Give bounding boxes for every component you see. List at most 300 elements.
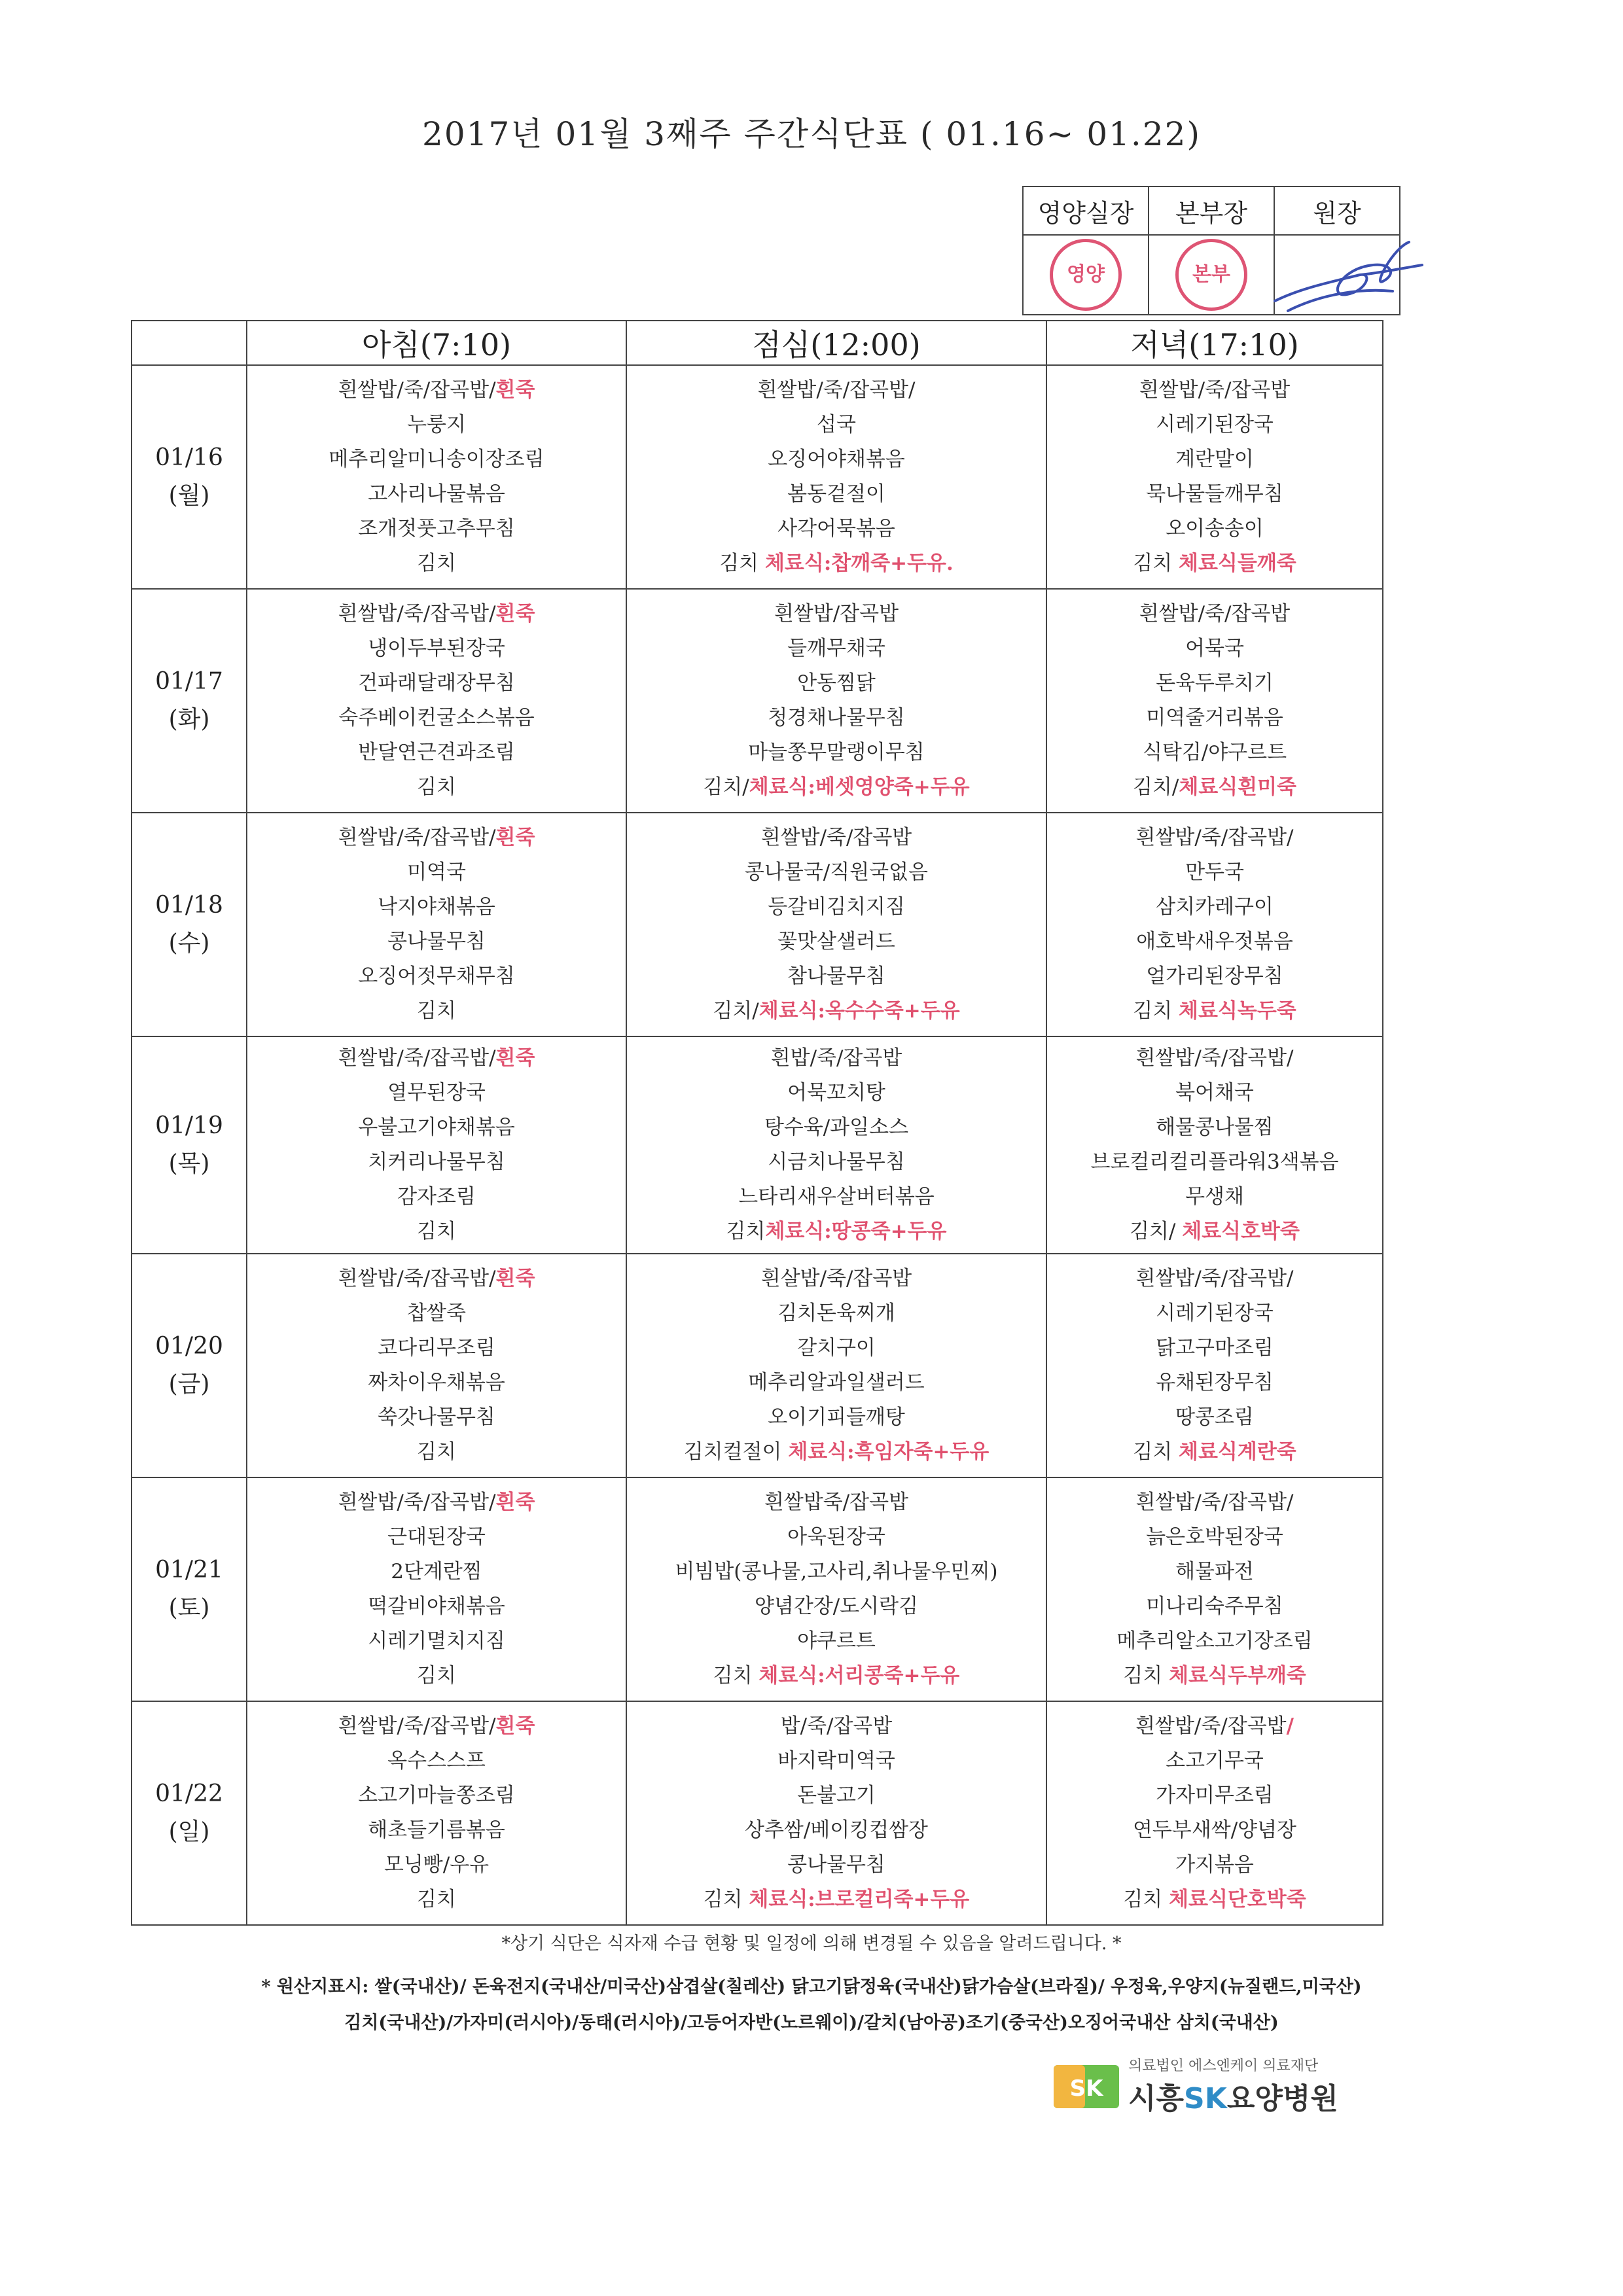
menu-item bbox=[1047, 770, 1382, 805]
day-date-cell bbox=[132, 1254, 247, 1477]
menu-item bbox=[1047, 442, 1382, 477]
menu-item-text: 김치 bbox=[417, 999, 456, 1023]
menu-item bbox=[1047, 1041, 1382, 1076]
logo-mark-text: SK bbox=[1069, 2075, 1103, 2102]
menu-item-text: 꽃맛살샐러드 bbox=[777, 930, 895, 953]
dinner-cell bbox=[1046, 1036, 1383, 1254]
menu-item bbox=[247, 1813, 626, 1848]
menu-item bbox=[627, 666, 1046, 701]
menu-item bbox=[247, 1366, 626, 1400]
day-date: 01/17 bbox=[155, 668, 223, 695]
therapeutic-diet-note: 체료식:땅콩죽+두유 bbox=[765, 1220, 947, 1243]
approval-header-director: 본부장 bbox=[1149, 186, 1274, 235]
menu-item-text: 섭국 bbox=[817, 413, 856, 436]
menu-item bbox=[627, 1813, 1046, 1848]
menu-item bbox=[247, 1435, 626, 1470]
logo-name-brand: SK bbox=[1184, 2082, 1227, 2115]
menu-item-text: 사각어묵볶음 bbox=[777, 517, 895, 540]
day-date-cell bbox=[132, 589, 247, 813]
menu-item bbox=[627, 1778, 1046, 1813]
therapeutic-diet-note: 흰죽 bbox=[495, 1714, 535, 1738]
menu-item bbox=[1047, 1555, 1382, 1589]
menu-item-text: 모닝빵/우유 bbox=[383, 1853, 490, 1877]
menu-item bbox=[1047, 546, 1382, 581]
menu-item bbox=[627, 701, 1046, 735]
menu-item-text: 비빔밥(콩나물,고사리,취나물우민찌) bbox=[675, 1560, 998, 1583]
menu-item-text: 숙주베이컨굴소스볶음 bbox=[338, 706, 535, 730]
menu-item-text: 누룽지 bbox=[407, 413, 466, 436]
menu-item-text: 흰쌀밥/죽/잡곡밥/ bbox=[338, 1491, 496, 1514]
menu-item bbox=[1047, 512, 1382, 546]
menu-item-text: 김치/ bbox=[1130, 1220, 1183, 1243]
therapeutic-diet-note: 흰죽 bbox=[495, 378, 535, 402]
menu-item bbox=[627, 1214, 1046, 1249]
breakfast-cell bbox=[247, 1036, 626, 1254]
menu-item bbox=[1047, 1744, 1382, 1778]
dinner-cell bbox=[1046, 1701, 1383, 1925]
menu-item-text: 반달연근견과조림 bbox=[358, 741, 515, 764]
day-row bbox=[132, 1254, 1383, 1477]
menu-item bbox=[1047, 890, 1382, 925]
menu-item bbox=[247, 1882, 626, 1917]
menu-item bbox=[1047, 1400, 1382, 1435]
menu-item bbox=[1047, 1520, 1382, 1555]
dinner-cell bbox=[1046, 1254, 1383, 1477]
menu-item bbox=[1047, 1778, 1382, 1813]
menu-item-text: 김치 bbox=[417, 1888, 456, 1911]
therapeutic-diet-note: 체료식흰미죽 bbox=[1179, 775, 1297, 799]
approval-header-nutrition: 영양실장 bbox=[1023, 186, 1149, 235]
menu-item-text: 찹쌀죽 bbox=[407, 1301, 466, 1325]
menu-item-text: 김치 bbox=[417, 1220, 456, 1243]
menu-item-text: 북어채국 bbox=[1175, 1081, 1254, 1104]
menu-item-text: 만두국 bbox=[1185, 860, 1244, 884]
menu-item bbox=[627, 597, 1046, 631]
day-date: 01/21 bbox=[155, 1557, 223, 1583]
menu-item-text: 해물콩나물찜 bbox=[1156, 1116, 1274, 1139]
lunch-cell bbox=[626, 589, 1046, 813]
breakfast-cell bbox=[247, 1701, 626, 1925]
menu-item-text: 식탁김/야구르트 bbox=[1142, 741, 1287, 764]
menu-item bbox=[247, 925, 626, 959]
therapeutic-diet-note: 체료식:베셋영양죽+두유 bbox=[749, 775, 970, 799]
day-row bbox=[132, 365, 1383, 589]
menu-item bbox=[627, 1659, 1046, 1693]
menu-item bbox=[627, 1744, 1046, 1778]
lunch-cell bbox=[626, 1036, 1046, 1254]
menu-item bbox=[627, 1485, 1046, 1520]
menu-item-text: 소고기마늘쫑조림 bbox=[358, 1784, 515, 1807]
menu-item-text: 연두부새싹/양념장 bbox=[1132, 1818, 1296, 1842]
dinner-cell bbox=[1046, 365, 1383, 589]
menu-item bbox=[1047, 994, 1382, 1029]
lunch-cell bbox=[626, 1477, 1046, 1701]
day-weekday: (토) bbox=[168, 1595, 210, 1621]
menu-item-text: 김치 bbox=[703, 1888, 749, 1911]
menu-item bbox=[247, 373, 626, 408]
day-row bbox=[132, 1701, 1383, 1925]
therapeutic-diet-note: 흰죽 bbox=[495, 826, 535, 849]
menu-item-text: 오징어야채볶음 bbox=[768, 448, 905, 471]
menu-item-text: 흰쌀밥/죽/잡곡밥 bbox=[760, 826, 912, 849]
menu-item-text: 닭고구마조림 bbox=[1156, 1336, 1274, 1360]
menu-item-text: 떡갈비야채볶음 bbox=[368, 1595, 505, 1618]
menu-item bbox=[247, 821, 626, 855]
menu-item-text: 들깨무채국 bbox=[787, 637, 885, 660]
menu-item-text: 김치 bbox=[1123, 1664, 1169, 1687]
menu-item-text: 고사리나물볶음 bbox=[368, 482, 505, 506]
menu-item bbox=[627, 1331, 1046, 1366]
logo-name bbox=[1128, 2075, 1338, 2117]
menu-item-text: 참나물무침 bbox=[787, 964, 885, 988]
menu-item-text: 양념간장/도시락김 bbox=[754, 1595, 918, 1618]
lunch-cell bbox=[626, 1254, 1046, 1477]
menu-item-text: 유채된장무침 bbox=[1156, 1371, 1274, 1394]
menu-item-text: 짜차이우채볶음 bbox=[368, 1371, 505, 1394]
menu-item-text: 브로컬리컬리플라워3색볶음 bbox=[1090, 1150, 1339, 1174]
menu-item bbox=[1047, 1145, 1382, 1180]
menu-item bbox=[627, 1589, 1046, 1624]
menu-item-text: 흰살밥/죽/잡곡밥 bbox=[760, 1267, 912, 1290]
day-row bbox=[132, 813, 1383, 1036]
menu-item-text: 김치 bbox=[417, 1440, 456, 1464]
header-blank bbox=[132, 321, 247, 365]
menu-item bbox=[247, 631, 626, 666]
menu-item bbox=[247, 1520, 626, 1555]
lunch-cell bbox=[626, 365, 1046, 589]
menu-item-text: 김치 bbox=[1133, 999, 1179, 1023]
menu-item-text: 옥수스스프 bbox=[387, 1749, 486, 1773]
dinner-cell bbox=[1046, 589, 1383, 813]
menu-item bbox=[247, 1624, 626, 1659]
menu-item bbox=[1047, 408, 1382, 442]
day-date: 01/18 bbox=[155, 892, 223, 919]
menu-item-text: 흰밥/죽/잡곡밥 bbox=[770, 1046, 902, 1070]
menu-item bbox=[1047, 1296, 1382, 1331]
menu-item bbox=[627, 1110, 1046, 1145]
menu-item bbox=[627, 1296, 1046, 1331]
menu-item bbox=[247, 1331, 626, 1366]
menu-item-text: 애호박새우젓볶음 bbox=[1136, 930, 1293, 953]
weekly-menu-table bbox=[131, 320, 1383, 1926]
therapeutic-diet-note: 체료식단호박죽 bbox=[1169, 1888, 1306, 1911]
menu-item-text: 돈육두루치기 bbox=[1156, 671, 1274, 695]
menu-item-text: 감자조림 bbox=[397, 1185, 476, 1209]
menu-item-text: 김치/ bbox=[703, 775, 749, 799]
logo-name-prefix: 시흥 bbox=[1128, 2082, 1185, 2115]
menu-item-text: 갈치구이 bbox=[797, 1336, 876, 1360]
menu-item-text: 느타리새우살버터볶음 bbox=[738, 1185, 935, 1209]
menu-item-text: 미역국 bbox=[407, 860, 466, 884]
menu-item bbox=[247, 1400, 626, 1435]
menu-item-text: 오이기피들깨탕 bbox=[768, 1405, 905, 1429]
dinner-cell bbox=[1046, 1477, 1383, 1701]
menu-item-text: 묵나물들깨무침 bbox=[1146, 482, 1283, 506]
menu-item-text: 어묵꼬치탕 bbox=[787, 1081, 885, 1104]
menu-item bbox=[627, 1624, 1046, 1659]
menu-item bbox=[247, 512, 626, 546]
menu-item bbox=[1047, 477, 1382, 512]
menu-item-text: 탕수육/과일소스 bbox=[764, 1116, 909, 1139]
menu-item bbox=[627, 1555, 1046, 1589]
therapeutic-diet-note: 체료식:브로컬리죽+두유 bbox=[749, 1888, 970, 1911]
menu-item-text: 콩나물무침 bbox=[787, 1853, 885, 1877]
menu-item bbox=[247, 1296, 626, 1331]
origin-line-1: * 원산지표시: 쌀(국내산)/ 돈육전지(국내산/미국산)삼겹살(칠레산) 닭고기닭정육(국내산)닭가슴살(브라질)/ 우정육,우양지(뉴질랜드,미국산) bbox=[261, 1977, 1362, 1997]
menu-item-text: 가지볶음 bbox=[1175, 1853, 1254, 1877]
page-title: 2017년 01월 3째주 주간식단표 ( 01.16~ 01.22) bbox=[422, 115, 1201, 153]
therapeutic-diet-note: 체료식:흑임자죽+두유 bbox=[788, 1440, 990, 1464]
menu-item bbox=[627, 925, 1046, 959]
header-lunch: 점심(12:00) bbox=[626, 321, 1046, 365]
breakfast-cell bbox=[247, 813, 626, 1036]
day-row bbox=[132, 1477, 1383, 1701]
menu-item bbox=[247, 701, 626, 735]
day-date-cell bbox=[132, 1701, 247, 1925]
therapeutic-diet-note: 체료식:서리콩죽+두유 bbox=[758, 1664, 960, 1687]
therapeutic-diet-note: 체료식:찹깨죽+두유. bbox=[764, 552, 954, 575]
menu-item bbox=[1047, 925, 1382, 959]
menu-item bbox=[627, 1180, 1046, 1214]
menu-item-text: 김치/ bbox=[713, 999, 759, 1023]
menu-item bbox=[247, 994, 626, 1029]
menu-item bbox=[1047, 1659, 1382, 1693]
lunch-cell bbox=[626, 813, 1046, 1036]
menu-item-text: 돈불고기 bbox=[797, 1784, 876, 1807]
day-date-cell bbox=[132, 1477, 247, 1701]
menu-item bbox=[1047, 597, 1382, 631]
menu-item-text: 계란말이 bbox=[1175, 448, 1254, 471]
menu-item bbox=[627, 1366, 1046, 1400]
menu-item-text: 미나리숙주무침 bbox=[1146, 1595, 1283, 1618]
day-date: 01/16 bbox=[155, 444, 223, 471]
menu-item-text: 열무된장국 bbox=[387, 1081, 486, 1104]
menu-item bbox=[247, 1145, 626, 1180]
menu-item bbox=[247, 855, 626, 890]
menu-item-text: 해물파전 bbox=[1175, 1560, 1254, 1583]
menu-item-text: 우불고기야채볶음 bbox=[358, 1116, 515, 1139]
signature-icon bbox=[1262, 229, 1432, 327]
menu-item bbox=[247, 1076, 626, 1110]
menu-item-text: 김치 bbox=[417, 552, 456, 575]
menu-item-text: 무생채 bbox=[1185, 1185, 1244, 1209]
menu-item-text: 오이송송이 bbox=[1166, 517, 1264, 540]
day-date-cell bbox=[132, 1036, 247, 1254]
menu-item bbox=[627, 442, 1046, 477]
menu-item bbox=[1047, 1882, 1382, 1917]
menu-item-text: 김치 bbox=[1123, 1888, 1169, 1911]
logo-subtitle: 의료법인 에스엔케이 의료재단 bbox=[1128, 2058, 1319, 2074]
menu-item bbox=[1047, 1435, 1382, 1470]
menu-item-text: 메추리알소고기장조림 bbox=[1116, 1629, 1313, 1653]
breakfast-cell bbox=[247, 1477, 626, 1701]
change-notice: *상기 식단은 식자재 수급 현황 및 일정에 의해 변경될 수 있음을 알려드립니다. * bbox=[501, 1934, 1122, 1954]
dinner-cell bbox=[1046, 813, 1383, 1036]
lunch-cell bbox=[626, 1701, 1046, 1925]
therapeutic-diet-note: 흰죽 bbox=[495, 602, 535, 626]
menu-item bbox=[1047, 1485, 1382, 1520]
menu-item bbox=[247, 1709, 626, 1744]
menu-item-text: 콩나물국/직원국없음 bbox=[745, 860, 928, 884]
menu-item-text: 흰쌀밥죽/잡곡밥 bbox=[764, 1491, 909, 1514]
menu-item-text: 시금치나물무침 bbox=[768, 1150, 905, 1174]
menu-item-text: 근대된장국 bbox=[387, 1525, 486, 1549]
day-weekday: (화) bbox=[168, 706, 210, 733]
menu-item bbox=[627, 994, 1046, 1029]
day-weekday: (일) bbox=[168, 1818, 210, 1845]
menu-item bbox=[627, 1400, 1046, 1435]
menu-item-text: 흰쌀밥/죽/잡곡밥 bbox=[1135, 1714, 1287, 1738]
menu-item bbox=[627, 1848, 1046, 1882]
menu-item-text: 낙지야채볶음 bbox=[378, 895, 495, 919]
menu-item-text: 흰쌀밥/죽/잡곡밥/ bbox=[338, 602, 496, 626]
menu-item bbox=[247, 1110, 626, 1145]
approval-signature-cell bbox=[1274, 235, 1400, 315]
menu-item-text: 흰쌀밥/죽/잡곡밥/ bbox=[338, 1714, 496, 1738]
therapeutic-diet-note: 체료식:옥수수죽+두유 bbox=[758, 999, 960, 1023]
menu-item-text: 흰쌀밥/죽/잡곡밥 bbox=[1139, 378, 1291, 402]
menu-item bbox=[1047, 1262, 1382, 1296]
menu-item-text: 치커리나물무침 bbox=[368, 1150, 505, 1174]
menu-item-text: 어묵국 bbox=[1185, 637, 1244, 660]
menu-item bbox=[247, 890, 626, 925]
menu-item-text: 쑥갓나물무침 bbox=[378, 1405, 495, 1429]
menu-item-text: 삼치카레구이 bbox=[1156, 895, 1274, 919]
menu-item-text: 냉이두부된장국 bbox=[368, 637, 505, 660]
menu-item-text: 얼가리된장무침 bbox=[1146, 964, 1283, 988]
menu-item-text: 김치 bbox=[1133, 552, 1179, 575]
menu-item bbox=[1047, 666, 1382, 701]
menu-item bbox=[247, 1555, 626, 1589]
menu-item bbox=[1047, 631, 1382, 666]
menu-item bbox=[627, 408, 1046, 442]
menu-item bbox=[627, 512, 1046, 546]
menu-item-text: 김치컬절이 bbox=[683, 1440, 789, 1464]
menu-item bbox=[1047, 1624, 1382, 1659]
menu-item-text: 흰쌀밥/죽/잡곡밥/ bbox=[1135, 1491, 1294, 1514]
menu-item bbox=[247, 1262, 626, 1296]
menu-item bbox=[627, 631, 1046, 666]
menu-item bbox=[627, 1076, 1046, 1110]
menu-item bbox=[247, 477, 626, 512]
menu-item bbox=[627, 855, 1046, 890]
menu-item-text: 늙은호박된장국 bbox=[1146, 1525, 1283, 1549]
menu-item bbox=[247, 442, 626, 477]
menu-item-text: 흰쌀밥/죽/잡곡밥/ bbox=[1135, 826, 1294, 849]
menu-item-text: 안동찜닭 bbox=[797, 671, 876, 695]
menu-item-text: 야쿠르트 bbox=[797, 1629, 876, 1653]
therapeutic-diet-note: 체료식두부깨죽 bbox=[1169, 1664, 1306, 1687]
day-date: 01/22 bbox=[155, 1780, 223, 1807]
menu-item-text: 바지락미역국 bbox=[777, 1749, 895, 1773]
day-weekday: (월) bbox=[168, 482, 210, 509]
menu-item bbox=[627, 1520, 1046, 1555]
menu-item bbox=[247, 1485, 626, 1520]
sk-logo-icon bbox=[1051, 2060, 1123, 2112]
menu-item bbox=[1047, 1180, 1382, 1214]
menu-item-text: 청경채나물무침 bbox=[768, 706, 905, 730]
menu-item-text: 가자미무조림 bbox=[1156, 1784, 1274, 1807]
menu-item bbox=[627, 1145, 1046, 1180]
menu-item bbox=[627, 477, 1046, 512]
menu-item-text: 흰쌀밥/죽/잡곡밥/ bbox=[338, 1046, 496, 1070]
menu-item-text: 밥/죽/잡곡밥 bbox=[780, 1714, 893, 1738]
menu-item bbox=[247, 1589, 626, 1624]
menu-item-text: 흰쌀밥/죽/잡곡밥 bbox=[1139, 602, 1291, 626]
day-weekday: (수) bbox=[168, 930, 210, 957]
day-row bbox=[132, 589, 1383, 813]
menu-item bbox=[627, 1262, 1046, 1296]
menu-item bbox=[1047, 1366, 1382, 1400]
menu-item-text: 김치 bbox=[417, 1664, 456, 1687]
day-date-cell bbox=[132, 365, 247, 589]
menu-item bbox=[627, 546, 1046, 581]
menu-item-text: 김치 bbox=[719, 552, 765, 575]
menu-item-text: 김치 bbox=[1133, 1440, 1179, 1464]
menu-item bbox=[247, 959, 626, 994]
menu-item bbox=[627, 821, 1046, 855]
menu-item-text: 건파래달래장무침 bbox=[358, 671, 515, 695]
menu-item-text: 콩나물무침 bbox=[387, 930, 486, 953]
menu-item-text: 김치 bbox=[417, 775, 456, 799]
menu-item bbox=[1047, 701, 1382, 735]
menu-item bbox=[247, 1041, 626, 1076]
menu-item bbox=[247, 1848, 626, 1882]
menu-item-text: 상추쌈/베이킹컵쌈장 bbox=[745, 1818, 928, 1842]
menu-item-text: 김치 bbox=[713, 1664, 759, 1687]
logo-name-suffix: 요양병원 bbox=[1226, 2082, 1338, 2115]
breakfast-cell bbox=[247, 589, 626, 813]
menu-item-text: 오징어젓무채무침 bbox=[358, 964, 515, 988]
menu-item-text: 시레기된장국 bbox=[1156, 413, 1274, 436]
menu-item-text: 등갈비김치지짐 bbox=[768, 895, 905, 919]
menu-item bbox=[247, 666, 626, 701]
menu-item-text: 흰쌀밥/죽/잡곡밥/ bbox=[1135, 1267, 1294, 1290]
header-breakfast: 아침(7:10) bbox=[247, 321, 626, 365]
menu-item bbox=[627, 735, 1046, 770]
menu-item bbox=[247, 597, 626, 631]
menu-item-text: 땅콩조림 bbox=[1175, 1405, 1254, 1429]
menu-item bbox=[247, 1214, 626, 1249]
menu-item bbox=[247, 1778, 626, 1813]
therapeutic-diet-note: 체료식계란죽 bbox=[1179, 1440, 1296, 1464]
seal-stamp-icon: 본부 bbox=[1175, 239, 1247, 311]
menu-item-text: 조개젓풋고추무침 bbox=[358, 517, 515, 540]
menu-item bbox=[1047, 735, 1382, 770]
approval-box bbox=[1022, 186, 1400, 315]
menu-item-text: 봄동겉절이 bbox=[787, 482, 885, 506]
menu-item bbox=[1047, 959, 1382, 994]
menu-item bbox=[627, 770, 1046, 805]
menu-item bbox=[247, 408, 626, 442]
day-date: 01/19 bbox=[155, 1112, 223, 1139]
menu-item bbox=[247, 1659, 626, 1693]
menu-item bbox=[1047, 821, 1382, 855]
hospital-logo bbox=[1051, 2055, 1338, 2117]
menu-item-text: 해초들기름볶음 bbox=[368, 1818, 505, 1842]
menu-item-text: 시레기멸치지짐 bbox=[368, 1629, 505, 1653]
therapeutic-diet-note: 흰죽 bbox=[495, 1491, 535, 1514]
therapeutic-diet-note: 흰죽 bbox=[495, 1046, 535, 1070]
menu-item bbox=[1047, 1813, 1382, 1848]
menu-item bbox=[1047, 1331, 1382, 1366]
menu-item bbox=[1047, 1589, 1382, 1624]
menu-item-text: 흰쌀밥/죽/잡곡밥/ bbox=[757, 378, 916, 402]
menu-item bbox=[247, 546, 626, 581]
menu-item bbox=[247, 735, 626, 770]
menu-item bbox=[1047, 855, 1382, 890]
menu-item bbox=[627, 1709, 1046, 1744]
